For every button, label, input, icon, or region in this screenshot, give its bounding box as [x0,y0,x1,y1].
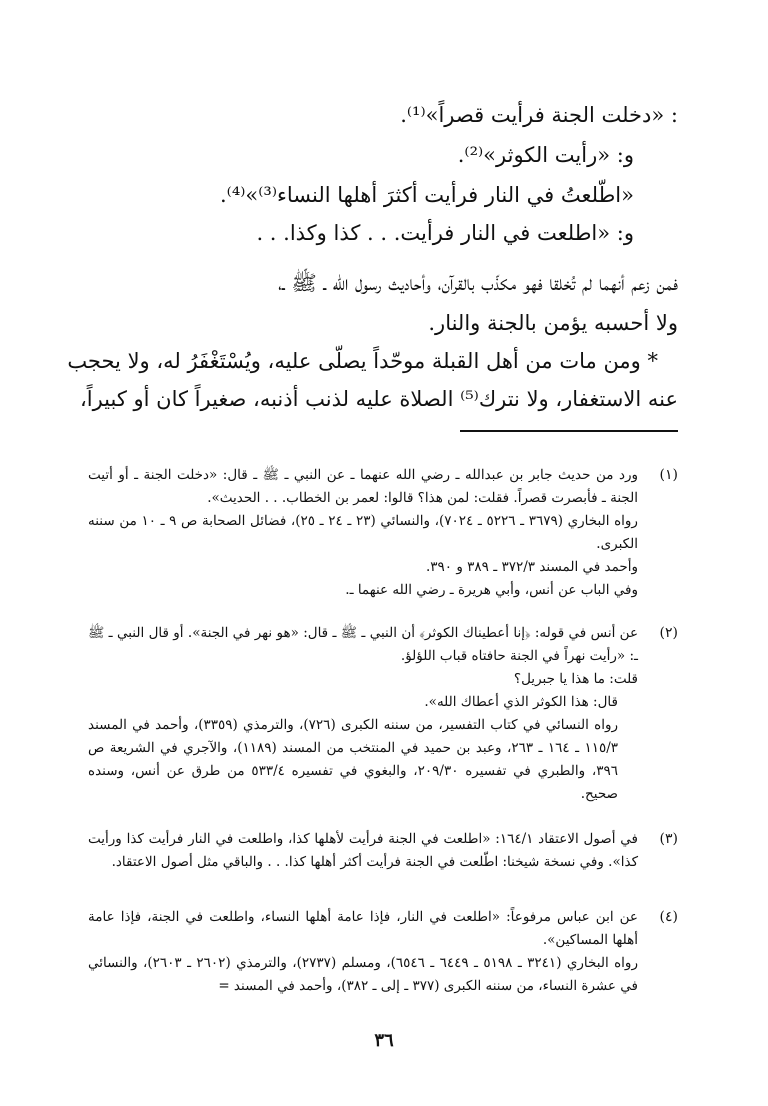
footnote-text: عن أنس في قوله: ﴿إنا أعطيناك الكوثر﴾ أن النبي ـ ﷺ ـ قال: «هو نهر في الجنة». أو قال النبي ـ ﷺ ـ: «رأيت نهراً في الجنة حافتاه قباب اللؤلؤ. [88,625,639,664]
main-line-3: «اطّلعتُ في النار فرأيت أكثرَ أهلها النساء⁽³⁾»⁽⁴⁾. [219,183,634,207]
footnote-1 [88,464,638,602]
main-line-6: ولا أحسبه يؤمن بالجنة والنار. [428,311,678,335]
footnote-3 [88,828,638,874]
footnote-text: وأحمد في المسند ٣٧٢/٣ ـ ٣٨٩ و ٣٩٠. [425,559,638,575]
main-line-4: و: «اطلعت في النار فرأيت. . . كذا وكذا. . . [256,221,634,245]
footnote-2 [88,622,638,806]
footnote-text: رواه البخاري (٣٦٧٩ ـ ٥٢٢٦ ـ ٧٠٢٤)، والنسائي (٢٣ ـ ٢٤ ـ ٢٥)، فضائل الصحابة ص ٩ ـ ١٠ من سننه الكبرى. [88,513,638,552]
main-line-5: فمن زعم أنهما لم تُخلقا فهو مكذّب بالقرآن، وأحاديث رسول الله ـ ﷺ ـ، [278,271,678,295]
footnote-text: في أصول الاعتقاد ١٦٤/١: «اطلعت في الجنة فرأيت لأهلها كذا، واطلعت في النار فرأيت كذا ورأيت كذا». وفي نسخة شيخنا: اطّلعت في الجنة فرأيت أكثر أهلها كذا. . . والباقي مثل أصول الاعتقاد. [88,831,639,870]
page-number: ٣٦ [374,1030,394,1051]
main-line-1: : «دخلت الجنة فرأيت قصراً»⁽¹⁾. [400,103,678,127]
footnote-text: قال: هذا الكوثر الذي أعطاك الله». [424,694,618,710]
footnote-number: (٤) [659,909,678,925]
footnote-number: (٣) [659,831,678,847]
footnote-text: رواه البخاري (٣٢٤١ ـ ٥١٩٨ ـ ٦٤٤٩ ـ ٦٥٤٦)، ومسلم (٢٧٣٧)، والترمذي (٢٦٠٢ ـ ٢٦٠٣)، والنسائي في عشرة النساء، من سننه الكبرى (٣٧٧ ـ إلى ـ ٣٨٢)، وأحمد في المسند = [88,955,638,994]
footnote-separator [460,430,678,432]
footnote-text: ورد من حديث جابر بن عبدالله ـ رضي الله عنهما ـ عن النبي ـ ﷺ ـ قال: «دخلت الجنة ـ أو أتيت الجنة ـ فأبصرت قصراً. فقلت: لمن هذا؟ قالوا: لعمر بن الخطاب. . . الحديث». [88,467,638,506]
footnote-text: قلت: ما هذا يا جبريل؟ [513,671,638,687]
footnote-text: رواه النسائي في كتاب التفسير، من سننه الكبرى (٧٢٦)، والترمذي (٣٣٥٩)، وأحمد في المسند ١١٥/٣ ـ ١٦٤ ـ ٢٦٣، وعبد بن حميد في المنتخب من المسند (١١٨٩)، والآجري في الشريعة ص ٣٩٦، والطبري في تفسيره ٢٠٩/٣٠، والبغوي في تفسيره ٥٣٣/٤ من طرق عن أنس، وسنده صحيح. [88,717,618,802]
footnote-text: عن ابن عباس مرفوعاً: «اطلعت في النار، فإذا عامة أهلها النساء، واطلعت في الجنة، فإذا عامة أهلها المساكين». [88,909,638,948]
main-line-7: * ومن مات من أهل القبلة موحّداً يصلّى عليه، ويُسْتَغْفَرُ له، ولا يحجب [67,349,658,373]
main-line-8: عنه الاستغفار، ولا نترك⁽⁵⁾ الصلاة عليه لذنب أذنبه، صغيراً كان أو كبيراً، [79,387,678,411]
footnote-4 [88,906,638,998]
footnote-number: (٢) [659,625,678,641]
main-line-2: و: «رأيت الكوثر»⁽²⁾. [457,143,634,167]
footnote-number: (١) [659,467,678,483]
footnote-text: وفي الباب عن أنس، وأبي هريرة ـ رضي الله عنهما ـ. [345,582,638,598]
